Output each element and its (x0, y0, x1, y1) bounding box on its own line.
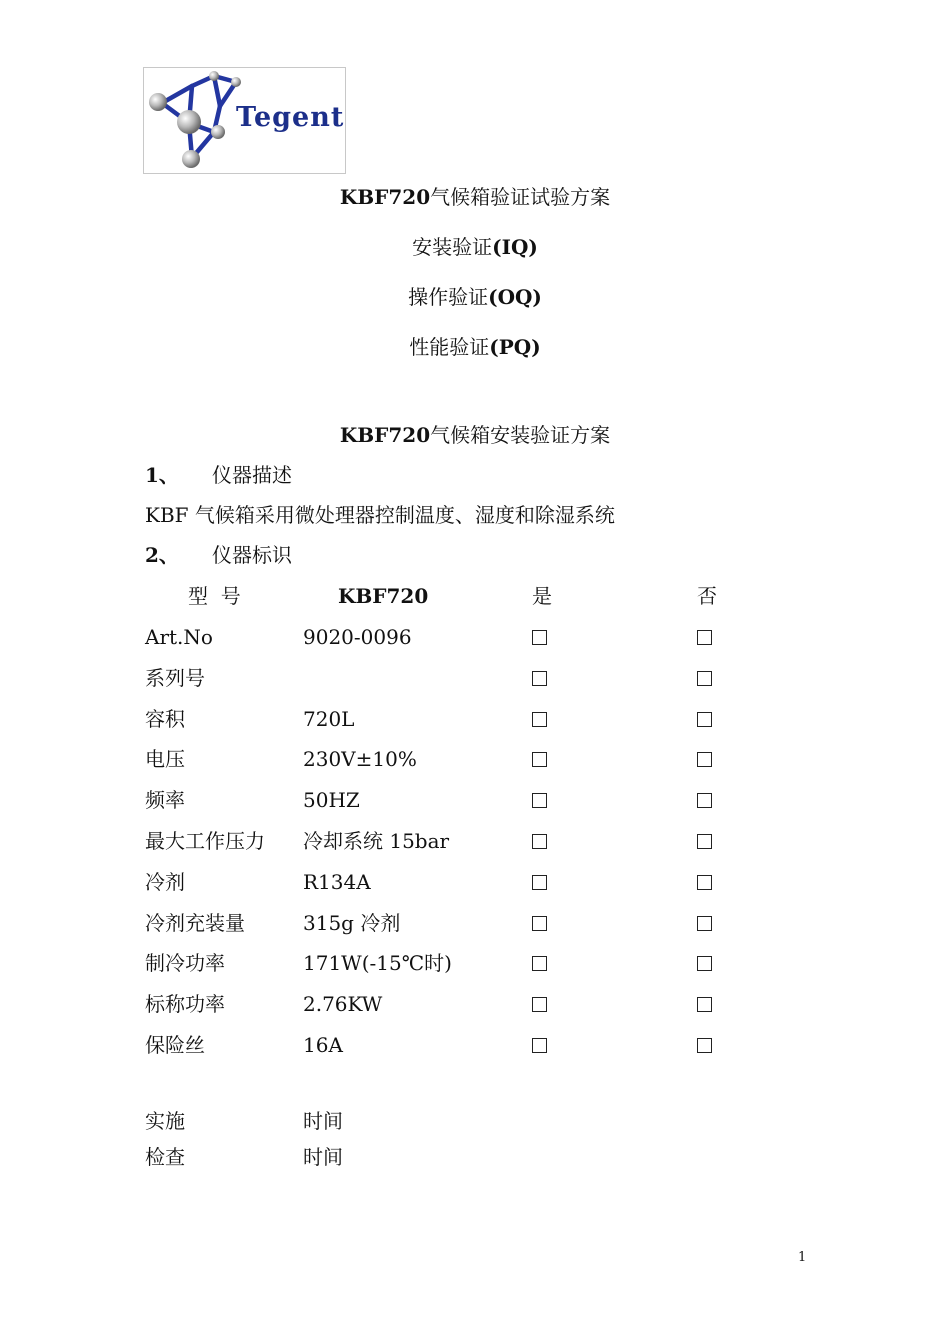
checkbox-no[interactable] (697, 1032, 712, 1058)
subtitle-oq-cn: 操作验证 (408, 285, 489, 309)
table-header-name: 型 号 (188, 584, 241, 608)
checkbox-no[interactable] (697, 991, 712, 1017)
checkbox-yes[interactable] (532, 787, 547, 813)
table-row-value: 171W(-15℃时) (303, 951, 452, 975)
table-row-name: Art.No (145, 625, 213, 649)
section-heading-model: KBF720 (339, 423, 431, 447)
section-1-description: KBF 气候箱采用微处理器控制温度、湿度和除湿系统 (145, 503, 615, 527)
table-row-value: 50HZ (303, 788, 360, 812)
checkbox-no[interactable] (697, 624, 712, 650)
checkbox-yes[interactable] (532, 1032, 547, 1058)
subtitle-pq-code: (PQ) (489, 335, 541, 359)
table-row-value: 230V±10% (303, 747, 417, 771)
subtitle-iq-cn: 安装验证 (412, 235, 493, 259)
table-row-value: 720L (303, 707, 355, 731)
checkbox-no[interactable] (697, 869, 712, 895)
logo-wordmark: Tegent (236, 102, 345, 133)
checkbox-no[interactable] (697, 950, 712, 976)
company-logo (143, 67, 346, 174)
checkbox-yes[interactable] (532, 706, 547, 732)
subtitle-oq (0, 284, 950, 310)
checkbox-yes[interactable] (532, 746, 547, 772)
subtitle-oq-code: (OQ) (488, 285, 542, 309)
table-row-value: 2.76KW (303, 992, 383, 1016)
subtitle-pq (0, 334, 950, 360)
section-2-heading (145, 542, 292, 568)
title-model: KBF720 (339, 185, 431, 209)
checkbox-yes[interactable] (532, 991, 547, 1017)
checkbox-no[interactable] (697, 706, 712, 732)
checkbox-yes[interactable] (532, 624, 547, 650)
section-2-label: 仪器标识 (212, 543, 292, 567)
checkbox-yes[interactable] (532, 828, 547, 854)
document-title (0, 184, 950, 210)
table-row-name: 标称功率 (145, 992, 225, 1016)
section-1-number: 1、 (145, 463, 179, 487)
subtitle-iq-code: (IQ) (492, 235, 538, 259)
checkbox-no[interactable] (697, 665, 712, 691)
table-row-value: 16A (303, 1033, 343, 1057)
checkbox-no[interactable] (697, 828, 712, 854)
table-row-name: 冷剂充装量 (145, 911, 245, 935)
table-header-value: KBF720 (338, 584, 429, 608)
table-row-name: 频率 (145, 788, 185, 812)
checkbox-yes[interactable] (532, 950, 547, 976)
table-row-name: 最大工作压力 (145, 829, 265, 853)
section-2-number: 2、 (145, 543, 179, 567)
table-row-name: 容积 (145, 707, 185, 731)
subtitle-pq-cn: 性能验证 (409, 335, 490, 359)
signoff-checked-label: 检查 (145, 1145, 185, 1169)
checkbox-yes[interactable] (532, 869, 547, 895)
table-row-name: 电压 (145, 747, 185, 771)
section-heading-text: 气候箱安装验证方案 (430, 423, 611, 447)
table-row-value: R134A (303, 870, 371, 894)
signoff-performed-time: 时间 (303, 1109, 343, 1133)
section-1-label: 仪器描述 (212, 463, 292, 487)
signoff-checked-time: 时间 (303, 1145, 343, 1169)
table-row-name: 系列号 (145, 666, 205, 690)
table-row-value: 315g 冷剂 (303, 911, 401, 935)
table-row-value: 9020-0096 (303, 625, 412, 649)
signoff-performed-label: 实施 (145, 1109, 185, 1133)
section-1-heading (145, 462, 292, 488)
table-header-no: 否 (697, 584, 717, 608)
subtitle-iq (0, 234, 950, 260)
table-row-value: 冷却系统 15bar (303, 829, 450, 853)
checkbox-no[interactable] (697, 787, 712, 813)
page-number: 1 (798, 1250, 807, 1265)
checkbox-yes[interactable] (532, 665, 547, 691)
title-text: 气候箱验证试验方案 (430, 185, 611, 209)
checkbox-no[interactable] (697, 910, 712, 936)
table-row-name: 制冷功率 (145, 951, 225, 975)
section-heading (0, 422, 950, 448)
checkbox-yes[interactable] (532, 910, 547, 936)
checkbox-no[interactable] (697, 746, 712, 772)
table-row-name: 保险丝 (145, 1033, 205, 1057)
table-header-yes: 是 (532, 584, 552, 608)
table-row-name: 冷剂 (145, 870, 185, 894)
